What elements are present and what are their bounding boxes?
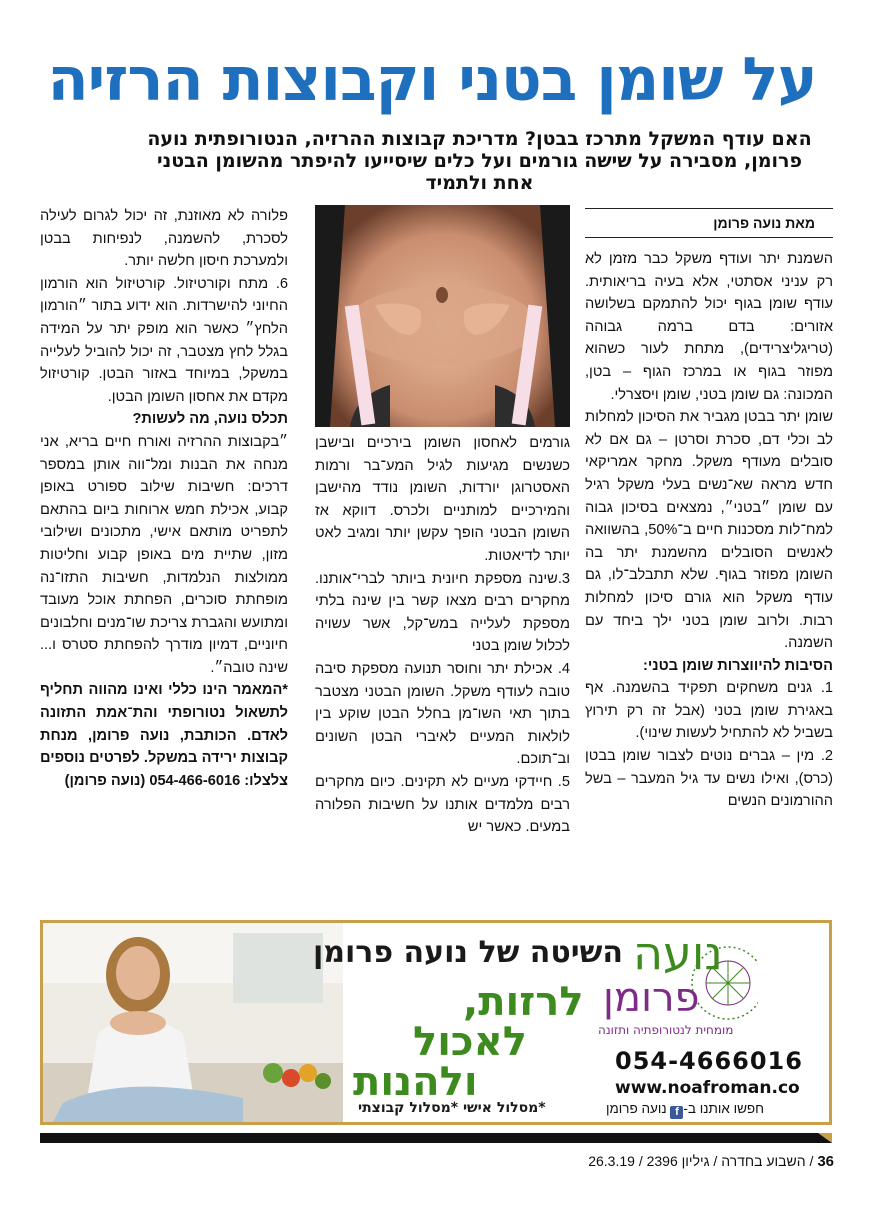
- paragraph: פלורה לא מאוזנת, זה יכול לגרום לעילה לסכרת, להשמנה, לנפיחות בבטן ולמערכת חיסון חלשה יותר.: [40, 208, 288, 270]
- paragraph: 5. חיידקי מעיים לא תקינים. כיום מחקרים רבים מלמדים אותנו על חשיבות הפלורה במעים. כאשר יש: [315, 773, 570, 836]
- page-number: 36: [817, 1153, 834, 1170]
- page-footer: [400, 1153, 834, 1170]
- section-heading: הסיבות להיווצרות שומן בטני:: [643, 657, 833, 674]
- facebook-icon: f: [670, 1106, 683, 1119]
- paragraph: גורמים לאחסון השומן בירכיים ובישבן כשנשים מגיעות לגיל המע־בר ורמות האסטרוגן יורדות, השומן נודד מהישבן והמירכיים למותניים ולכרס. דווקא אז השומן הבטני הופך עקשן יותר ומגיב לאט יותר לדיאטות.: [315, 435, 570, 564]
- ad-slogan-line: לרזות,: [463, 979, 584, 1025]
- ad-tracks: *מסלול אישי *מסלול קבוצתי: [358, 1100, 546, 1116]
- brand-name-line1: נועה: [633, 926, 723, 980]
- byline-box: [585, 208, 833, 238]
- paragraph: 6. מתח וקורטיזול. קורטיזול הוא הורמון החיוני להישרדות. הוא ידוע בתור ״הורמון הלחץ״ כאשר הוא מופק יתר על המידה בגלל לחץ מצטבר, זה יכול להוביל לעלייה במשקל, במיוחד באזור הבטן. קורטיזול מקדם את אחסון השומן הבטן.: [40, 275, 288, 405]
- article-column-middle: [315, 432, 570, 839]
- paragraph: 4. אכילת יתר וחוסר תנועה מספקת סיבה טובה לעודף משקל. השומן הבטני מצטבר בתוך תאי השו־מן בחלל הבטן שוקע בין לולאות המעיים לאיברי הבטן השונים וב־תוכם.: [315, 660, 570, 768]
- paragraph: השמנת יתר ועודף משקל כבר מזמן לא רק עניני אסתטי, אלא בעיה בריאותית. עודף שומן בגוף יכול להתמקם בשלושה אזורים: בדם ברמה גבוהה (טריגליצרידים), מתחת לעור כשהוא מפוזר בגוף או במרכז הגוף – בטן, המכונה: גם שומן בטני, שומן ויסצרלי.: [585, 251, 833, 403]
- facebook-post: נועה פרומן: [606, 1101, 671, 1116]
- article-headline: על שומן בטני וקבוצות הרזיה: [47, 45, 817, 115]
- paragraph: 1. גנים משחקים תפקיד בהשמנה. אף באגירת שומן בטני (אבל זה רק תירוץ בשביל לא להתחיל לעשות שינוי).: [585, 680, 833, 742]
- section-heading: תכלס נועה, מה לעשות?: [132, 411, 288, 428]
- advertisement: [40, 920, 832, 1125]
- article-column-right: [585, 248, 833, 813]
- ad-slogan-line: ולהנות: [353, 1059, 478, 1105]
- ad-slogan-line: לאכול: [413, 1019, 527, 1065]
- byline: מאת נועה פרומן: [713, 215, 815, 231]
- disclaimer: *המאמר הינו כללי ואינו מהווה תחליף לתשאול נטורופתי והת־אמת התזונה לאדם. הכותבת, נועה פרומן, מנחת קבוצות ירידה במשקל. לפרטים נוספים צלצלו: 054-466-6016 (נועה פרומן): [40, 682, 288, 789]
- paragraph: שומן יתר בבטן מגביר את הסיכון למחלות לב וכלי דם, סכרת וסרטן – גם אם לא סובלים מעודף משקל. מחקר אמריקאי חדש מראה שא־נשים בעלי משקל רגיל עם שומן ״בטני״, נמצאים בסיכון גבוה למח־לות מסכנות חיים ב־50%, בהשוואה לאנשים הסובלים מהשמנת יתר בה השומן מפוזר בגוף. שלא תתבלב־לו, גם עודף משקל הוא גורם סיכון למחלות רבות. ולרוב שומן בטני ילך ביחד עם השמנה.: [585, 409, 833, 652]
- brand-name-line2: פרומן: [603, 975, 700, 1021]
- footer-bar: [40, 1133, 832, 1143]
- article-subhead: האם עודף המשקל מתרכז בבטן? מדריכת קבוצות ההרזיה, הנטורופתית נועה פרומן, מסבירה על שישה גורמים ועל כלים שיסייעו להיפתר מהשומן הבטני אחת ולתמיד: [147, 128, 812, 194]
- footer-issue-info: / השבוע בחדרה / גיליון 2396 / 26.3.19: [588, 1153, 818, 1169]
- paragraph: 2. מין – גברים נוטים לצבור שומן בבטן (כרס), ואילו נשים עד גיל המעבר – בשל ההורמונים הנשים: [585, 748, 833, 810]
- ad-website: www.noafroman.co: [615, 1078, 800, 1098]
- belly-illustration: [315, 205, 570, 427]
- facebook-pre: חפשו אותנו ב-: [683, 1101, 765, 1116]
- footer-corner-accent: [818, 1133, 832, 1143]
- ad-headline: השיטה של נועה פרומן: [313, 935, 623, 970]
- paragraph: ״בקבוצות ההרזיה ואורח חיים בריא, אני מנחה את הבנות ומל־ווה אותן במספר דרכים: חשיבות שילוב ספורט באופן קבוע, אכילת חמש ארוחות ביום בהתאם לתפריט מותאם אישי, מתכונים ושילובי מזון, שתיית מים באופן קבוע וחליטות ממולצות הנלמדות, חשיבות התזו־נה מופחתת סוכרים, הפחתת אוכל מעובד ומתועש והגברת צריכת שו־מנים וחלבונים חיוניים, דמיון מודרך להפחתת סטרס ו... שינה טובה״.: [40, 433, 288, 676]
- paragraph: 3.שינה מספקת חיונית ביותר לברי־אותנו. מחקרים רבים מצאו קשר בין שינה בלתי מספקת לעלייה במש־קל, אשר עשויה לכלול שומן בטני: [315, 570, 570, 655]
- ad-phone: 054-4666016: [615, 1047, 803, 1075]
- ad-facebook: [606, 1101, 764, 1119]
- brand-tagline: מומחית לנטורופתיה ותזונה: [598, 1023, 734, 1037]
- article-column-left: [40, 205, 288, 792]
- belly-photo: [315, 205, 570, 427]
